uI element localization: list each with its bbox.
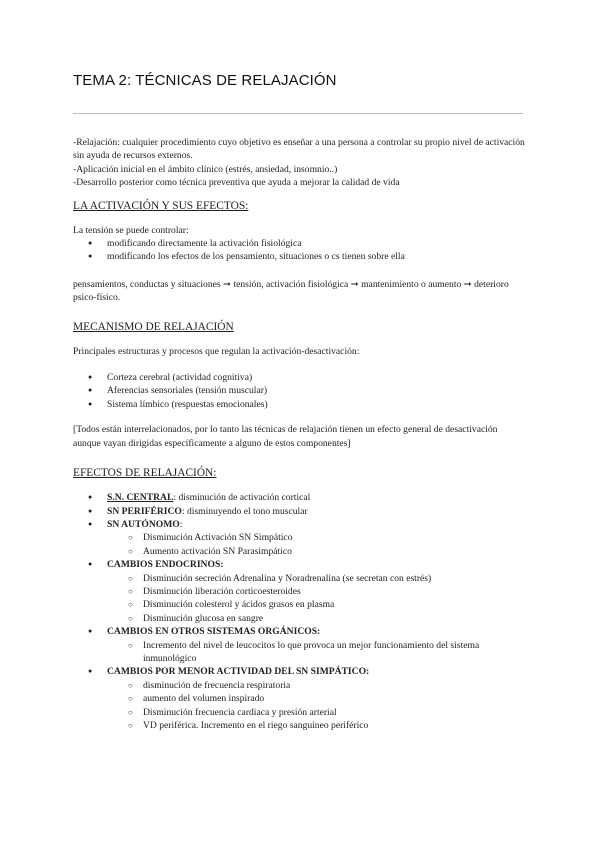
efectos-list [73,558,525,571]
sublist-item: ○ Aumento activación SN Parasimpático [73,545,525,558]
page-title: TEMA 2: TÉCNICAS DE RELAJACIÓN [73,72,337,89]
intro-section [73,136,525,190]
item-text: : disminución de activación cortical [173,492,311,504]
list-item: ● Aferencias sensoriales (tensión muscular) [73,384,525,397]
sublist-item: ○ VD periférica. Incremento en el riego sanguíneo periférico [73,719,525,732]
item-label: CAMBIOS EN OTROS SISTEMAS ORGÁNICOS: [107,626,321,638]
list-item [73,518,525,531]
section-heading-mecanismo: MECANISMO DE RELAJACIÓN [73,320,234,333]
efectos-sublist [73,572,525,626]
activacion-list [73,237,525,264]
sublist-item: ○ Disminución frecuencia cardiaca y presión arterial [73,706,525,719]
mecanismo-list [73,371,525,411]
item-label: SN PERIFÉRICO [107,505,182,517]
intro-line: -Aplicación inicial en el ámbito clínico (estrés, ansiedad, insomnio..) [73,163,338,175]
sublist-item: ○ Disminución Activación SN Simpático [73,531,525,544]
title-divider [73,113,523,114]
document-body [73,136,525,732]
sublist-item: ○ disminución de frecuencia respiratoria [73,679,525,692]
list-item: ● modificando los efectos de los pensamiento, situaciones o cs tienen sobre ella [73,250,525,263]
list-item [73,665,525,678]
sublist-item: ○ Disminución liberación corticoesteroides [73,585,525,598]
mecanismo-note: [Todos están interrelacionados, por lo tanto las técnicas de relajación tienen un efecto general de desactivación aunque vayan dirigidas específicamente a alguno de estos componentes] [73,424,498,449]
list-item [73,491,525,504]
list-item: ● modificando directamente la activación fisiológica [73,237,525,250]
section-heading-activacion: LA ACTIVACIÓN Y SUS EFECTOS: [73,199,249,212]
efectos-sublist [73,679,525,733]
item-label: SN AUTÓNOMO [107,518,180,530]
list-item: ● Sistema límbico (respuestas emocionales) [73,398,525,411]
list-item: ● Corteza cerebral (actividad cognitiva) [73,371,525,384]
list-item [73,625,525,638]
efectos-list [73,625,525,638]
list-item [73,558,525,571]
item-label: CAMBIOS ENDOCRINOS: [107,559,224,571]
activacion-lead: La tensión se puede controlar: [73,224,189,236]
section-heading-efectos: EFECTOS DE RELAJACIÓN: [73,467,217,480]
list-item [73,505,525,518]
mecanismo-lead: Principales estructuras y procesos que regulan la activación-desactivación: [73,345,360,357]
intro-line: -Relajación: cualquier procedimiento cuyo objetivo es enseñar a una persona a controlar su propio nivel de activación sin ayuda de recursos externos. [73,137,525,162]
item-label: S.N. CENTRAL [107,492,174,504]
item-label: CAMBIOS POR MENOR ACTIVIDAD DEL SN SIMPÁTICO: [107,666,370,678]
efectos-list [73,491,525,531]
efectos-sublist [73,639,525,666]
efectos-sublist [73,531,525,558]
item-text: : [179,518,183,530]
sublist-item: ○ aumento del volumen inspirado [73,692,525,705]
activacion-chain: pensamientos, conductas y situaciones ➞ tensión, activación fisiológica ➞ mantenimiento o aumento ➞ deterioro psico-físico. [73,278,509,304]
item-text: : disminuyendo el tono muscular [181,505,308,517]
intro-line: -Desarrollo posterior como técnica preventiva que ayuda a mejorar la calidad de vida [73,177,400,189]
sublist-item: ○ Disminución glucosa en sangre [73,612,525,625]
sublist-item: ○ Disminución colesterol y ácidos grasos en plasma [73,598,525,611]
efectos-list [73,665,525,678]
sublist-item: ○ Disminución secreción Adrenalina y Noradrenalina (se secretan con estrés) [73,572,525,585]
sublist-item: ○ Incremento del nivel de leucocitos lo que provoca un mejor funcionamiento del sistema inmunológico [73,639,525,666]
